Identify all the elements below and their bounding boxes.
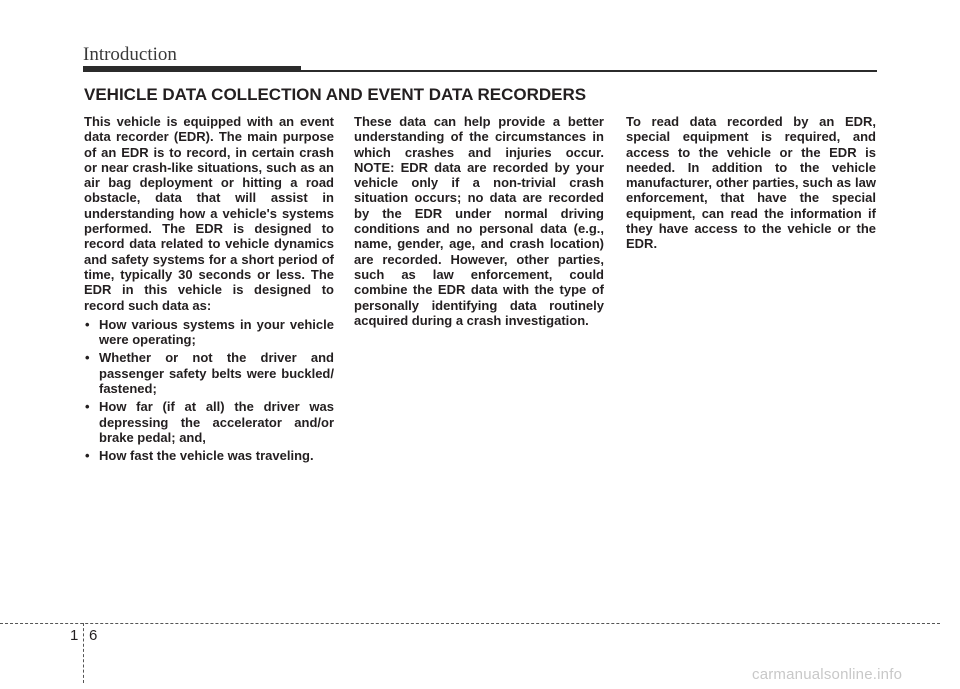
page-number: 6: [89, 627, 98, 644]
recorded-data-list: [84, 317, 334, 464]
text-column-1: [84, 114, 334, 467]
list-item: [84, 448, 334, 463]
watermark: carmanualsonline.info: [752, 666, 903, 683]
text-column-3: [626, 114, 876, 252]
chapter-number: 1: [70, 627, 79, 644]
intro-paragraph: This vehicle is equipped with an event data recorder (EDR). The main purpose of an EDR is to record, in certain crash or near crash-like situations, such as an air bag deployment or hitting a road obstacle, data that will assist in understanding how a vehicle's systems performed. The EDR is designed to record data related to vehicle dynamics and safety systems for a short period of time, typically 30 seconds or less. The EDR in this vehicle is designed to record such data as:: [84, 114, 334, 313]
list-item: [84, 350, 334, 396]
footer-divider: [83, 623, 84, 683]
article-heading: VEHICLE DATA COLLECTION AND EVENT DATA RECORDERS: [84, 85, 587, 104]
bullet-icon: •: [85, 399, 90, 415]
list-item: [84, 317, 334, 348]
text-column-2: [354, 114, 604, 328]
data-usage-paragraph: These data can help provide a better understanding of the circumstances in which crashes and injuries occur. NOTE: EDR data are recorded by your vehicle only if a non-trivial crash situation occurs; no data are recorded by the EDR under normal driving conditions and no personal data (e.g., name, gender, age, and crash location) are recorded. However, other parties, such as law enforcement, could combine the EDR data with the type of personally identifying data routinely acquired during a crash investigation.: [354, 114, 604, 328]
bullet-icon: •: [85, 350, 90, 366]
bullet-icon: •: [85, 448, 90, 464]
header-rule-thin: [301, 70, 877, 72]
list-item: [84, 399, 334, 445]
list-item-text: How various systems in your vehicle were operating;: [99, 316, 334, 348]
header-rule-thick: [83, 66, 301, 72]
bullet-icon: •: [85, 316, 90, 332]
list-item-text: How fast the vehicle was traveling.: [99, 448, 314, 464]
footer-rule: [0, 623, 940, 624]
data-access-paragraph: To read data recorded by an EDR, special equipment is required, and access to the vehicle or the EDR is needed. In addition to the vehicle manufacturer, other parties, such as law enforcement, that have the special equipment, can read the information if they have access to the vehicle or the EDR.: [626, 114, 876, 252]
list-item-text: How far (if at all) the driver was depressing the accelerator and/or brake pedal; and,: [99, 399, 334, 445]
list-item-text: Whether or not the driver and passenger safety belts were buckled/ fastened;: [99, 350, 334, 397]
section-title: Introduction: [83, 44, 177, 65]
